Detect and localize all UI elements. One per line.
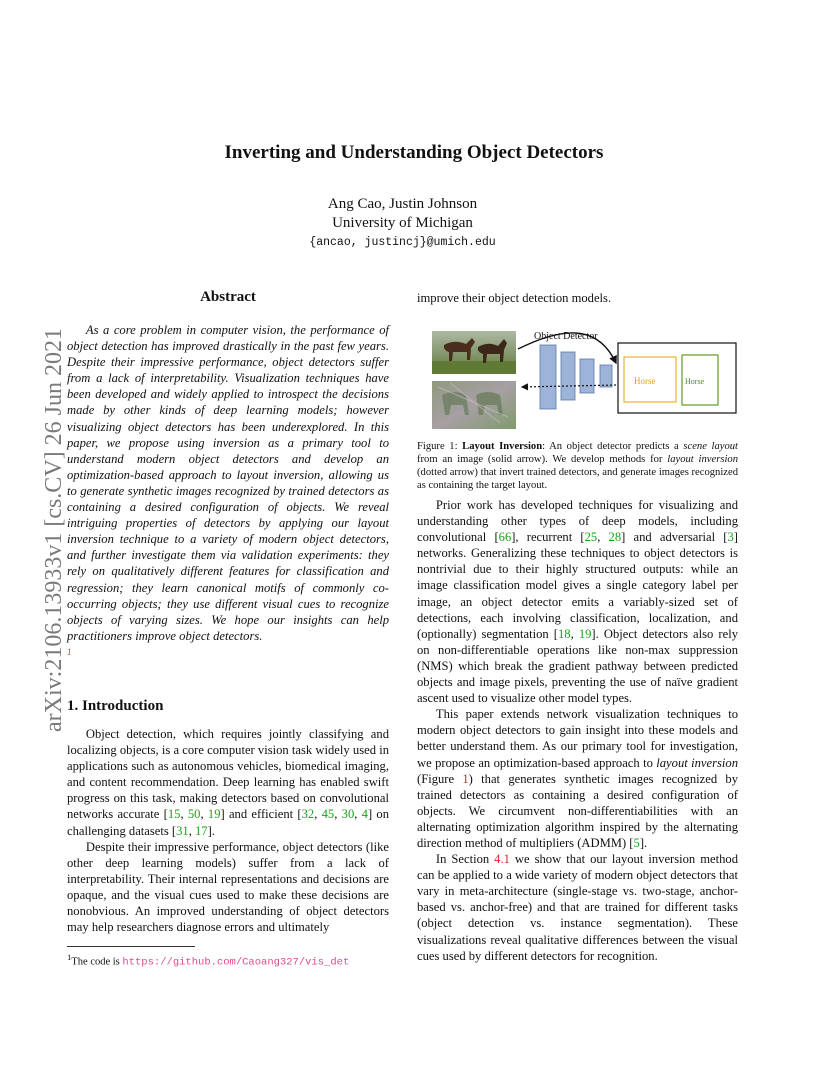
citation-link[interactable]: 5 [633, 835, 640, 850]
figure-ref-link[interactable]: 1 [462, 771, 469, 786]
intro-paragraph-2: Despite their impressive performance, object detectors (like other deep learning models) suffer from a lack of interpretability. Their internal representations and decisions are opaque, and the visual cues used to make these decisions are nonobvious. An improved understanding of object detectors may help researchers diagnose errors and ultimately [67, 839, 389, 935]
citation-link[interactable]: 17 [195, 823, 208, 838]
author-names: Ang Cao, Justin Johnson [327, 196, 478, 212]
synthesized-image [432, 381, 516, 429]
paper-title: Inverting and Understanding Object Detectors [224, 142, 604, 163]
citation-link[interactable]: 28 [608, 530, 622, 545]
abstract-body [67, 322, 389, 664]
detector-label: Object Detector [534, 331, 598, 342]
intro-paragraph-1: Object detection, which requires jointly classifying and localizing objects, is a core computer vision task widely used in applications such as autonomous vehicles, biomedical imaging, and content recommendation. Deep learning has enabled swift progress on this task, making detectors based on convolutional networks accurate [15, 50, 19] and efficient [32, 45, 30, 4] on challenging datasets [31, 17]. [67, 727, 390, 838]
figure-layout-inversion [430, 325, 738, 437]
horse-photo [432, 331, 516, 374]
footnote [67, 952, 349, 969]
citation-link[interactable]: 4 [361, 807, 368, 822]
citation-link[interactable]: 45 [321, 807, 335, 822]
footnote-number: 1 [67, 952, 72, 962]
citation-link[interactable]: 19 [578, 626, 592, 641]
citation-link[interactable]: 50 [187, 807, 201, 822]
citation-link[interactable]: 3 [727, 530, 734, 545]
code-url-link[interactable]: https://github.com/Caoang327/vis_det [122, 956, 350, 969]
citation-link[interactable]: 32 [301, 807, 315, 822]
citation-link[interactable]: 25 [584, 530, 598, 545]
box-label: Horse [634, 376, 656, 386]
body-paragraph: Prior work has developed techniques for visualizing and understanding other types of deep models, including convolutional [66], recurrent [25, 28] and adversarial [3] networks. Generalizing these techniques to object detectors is nontrivial due to their highly structured outputs: while an image classification model gives a single category label per image, an object detector emits a variably-sized set of detections, each involving classification, localization, and (optionally) segmentation [18, 19]. Object detectors also rely on non-differentiable operations like non-max suppression (NMS) which break the gradient pathway between predicted objects and image pixels, preventing the use of naïve gradient ascent used to visualize other model types. [417, 498, 739, 706]
author-email: {ancao, justincj}@umich.edu [309, 236, 496, 249]
right-column-body [417, 497, 738, 964]
body-paragraph: In Section 4.1 we show that our layout inversion method can be applied to a wide variety of modern object detectors that vary in meta-architecture (single-stage vs. two-stage, anchor-based vs. anchor-free) and that are trained for different tasks (object detection vs. instance segmentation). These visualizations reveal qualitative differences between the visual cues used by different detectors for recognition. [417, 852, 738, 963]
figure-caption: Figure 1: Layout Inversion: An object detector predicts a scene layout from an image (solid arrow). We develop methods for layout inversion (dotted arrow) that invert trained detectors, and generate images recognized as containing the target layout. [417, 441, 738, 491]
footnote-marker[interactable]: 1 [67, 646, 72, 657]
box-label: Horse [685, 377, 705, 386]
abstract-heading: Abstract [200, 289, 256, 305]
citation-link[interactable]: 19 [207, 807, 221, 822]
citation-link[interactable]: 66 [498, 530, 512, 545]
citation-link[interactable]: 31 [176, 823, 189, 838]
citation-link[interactable]: 30 [341, 807, 355, 822]
affiliation: University of Michigan [332, 215, 473, 231]
arxiv-identifier: arXiv:2106.13933v1 [cs.CV] 26 Jun 2021 [41, 328, 67, 732]
footnote-text: The code is [71, 956, 123, 968]
footnote-divider [67, 946, 195, 947]
introduction-body [67, 726, 389, 935]
network-layer [580, 359, 594, 393]
intro-continued: improve their object detection models. [417, 291, 612, 305]
network-layer [540, 345, 556, 409]
network-layer [561, 352, 575, 400]
body-paragraph: This paper extends network visualization techniques to modern object detectors to gain insight into these models and better understand them. As our primary tool for investigation, we propose an optimization-based approach to layout inversion (Figure 1) that generates synthetic images recognized by trained detectors as containing a desired configuration of objects. We circumvent non-differentiabilities with an alternating optimization algorithm inspired by the alternating direction method of multipliers (ADMM) [5]. [417, 707, 739, 850]
section-ref-link[interactable]: 4.1 [494, 852, 510, 867]
network-layer [600, 365, 612, 387]
citation-link[interactable]: 18 [557, 626, 571, 641]
abstract-text: As a core problem in computer vision, the performance of object detection has improved drastically in the past few years. Despite their impressive performance, object detectors suffer from a lack of interpretability. Visualization techniques have been developed and widely applied to introspect the decisions made by other kinds of deep learning models; however visualizing object detectors has been underexplored. In this paper, we propose using inversion as a primary tool to understand modern object detectors and develop an optimization-based approach to layout inversion, allowing us to generate synthetic images recognized by trained detectors as containing a desired configuration of objects. We reveal intriguing properties of detectors by applying our layout inversion technique to a variety of modern object detectors, and further investigate them via validation experiments: they rely on qualitatively different features for classification and regression; they learn canonical motifs of commonly co-occurring objects; they use different visual cues to recognize objects of varying sizes. We hope our insights can help practitioners improve object detectors. [67, 323, 389, 643]
section-heading-introduction: 1. Introduction [67, 698, 164, 714]
citation-link[interactable]: 15 [167, 807, 181, 822]
